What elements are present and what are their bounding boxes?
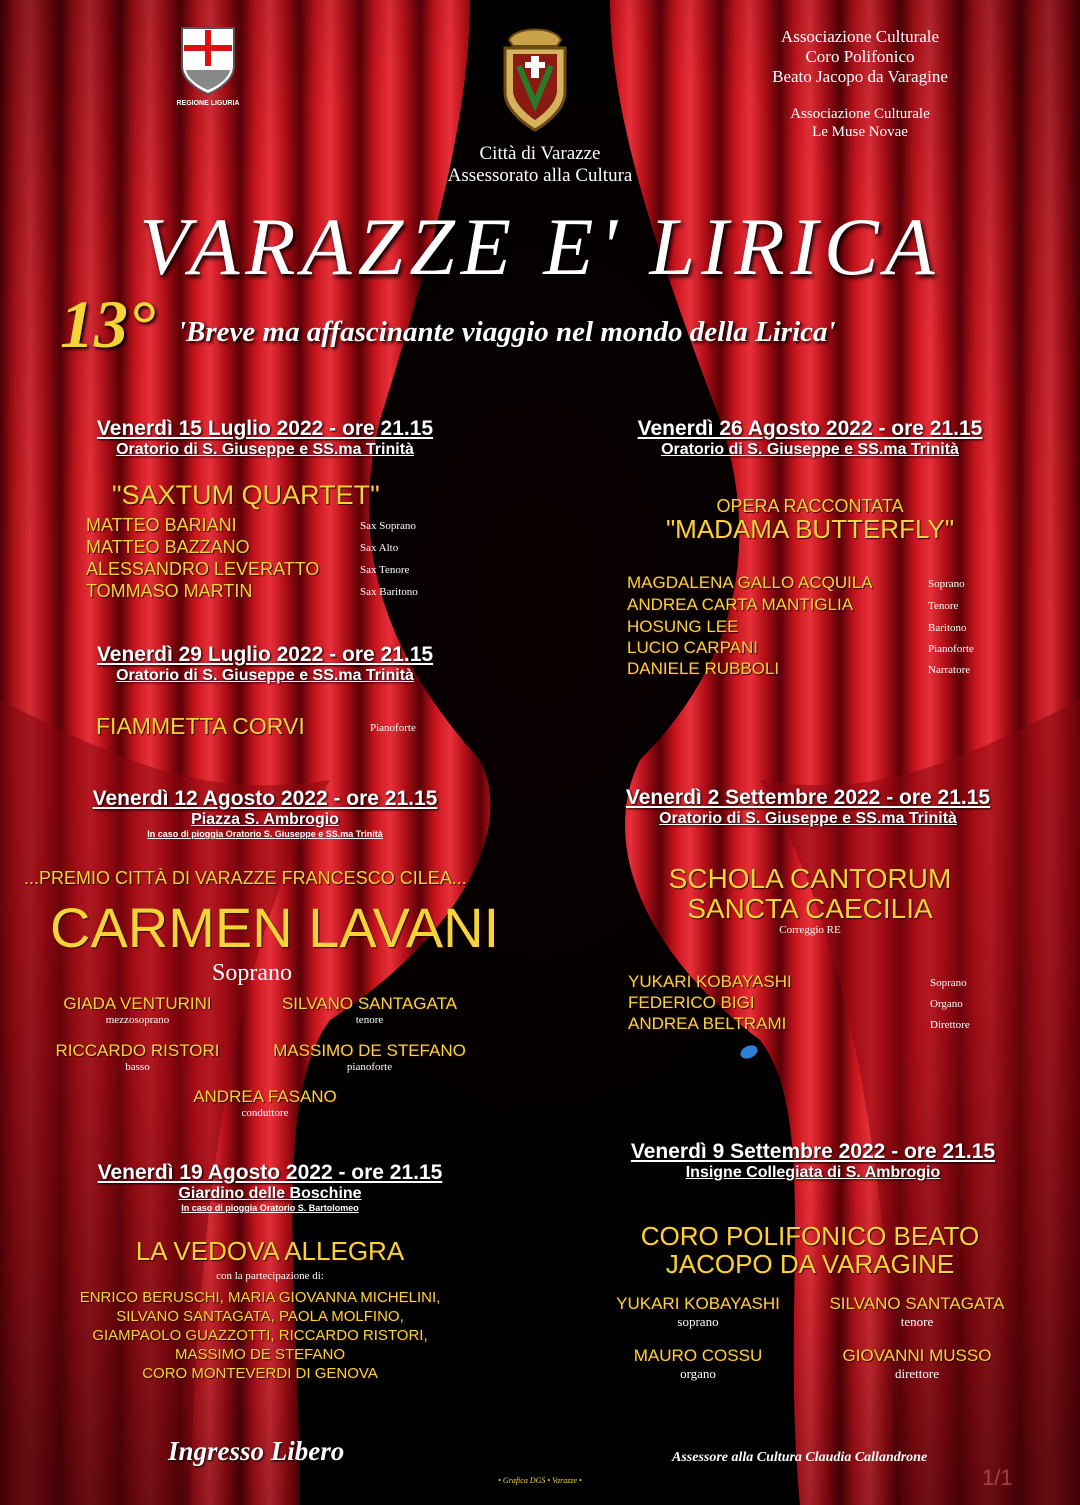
event-7-date: Venerdì 9 Settembre 2022 - ore 21.15 [630, 1140, 996, 1163]
event-1-performer-4: TOMMASO MARTIN [86, 581, 253, 601]
event-1-performer-1: MATTEO BARIANI [86, 515, 237, 535]
event-6-performer-3: ANDREA BELTRAMI [628, 1014, 787, 1033]
event-4-cast-line-3: GIAMPAOLO GUAZZOTTI, RICCARDO RISTORI, [92, 1327, 428, 1344]
event-5-role-4: Pianoforte [928, 643, 974, 655]
event-3-performer-1-name: GIADA VENTURINI [63, 994, 212, 1013]
event-3-award: ...PREMIO CITTÀ DI VARAZZE FRANCESCO CILEA... [24, 868, 467, 888]
event-1-role-4: Sax Baritono [360, 586, 418, 598]
assoc1-line2: Coro Polifonico [805, 47, 915, 66]
event-6-role-2: Organo [930, 998, 963, 1010]
event-6-venue: Oratorio di S. Giuseppe e SS.ma Trinità [659, 810, 957, 827]
assoc2-line1: Associazione Culturale [790, 106, 930, 122]
event-5-performer-5: DANIELE RUBBOLI [627, 659, 780, 678]
event-5-role-2: Tenore [928, 600, 959, 612]
event-5-role-1: Soprano [928, 578, 965, 590]
event-5-role-5: Narratore [928, 664, 971, 676]
association-2 [730, 105, 990, 141]
event-4 [45, 1161, 495, 1213]
event-2-venue: Oratorio di S. Giuseppe e SS.ma Trinità [116, 667, 414, 684]
event-3-performer-5 [160, 1087, 370, 1119]
event-2-performer: FIAMMETTA CORVI [96, 713, 305, 739]
event-3-performer-5-name: ANDREA FASANO [193, 1087, 337, 1106]
main-title: VARAZZE E' LIRICA [139, 201, 941, 292]
event-3-performer-5-role: conduttore [241, 1107, 289, 1119]
event-3-headliner-role: Soprano [212, 960, 292, 986]
assessore-credit: Assessore alla Cultura Claudia Callandrone [672, 1450, 928, 1465]
event-4-cast-line-2: SILVANO SANTAGATA, PAOLA MOLFINO, [116, 1308, 404, 1325]
event-7-performer-1 [598, 1294, 798, 1330]
event-5 [585, 417, 1035, 459]
assoc1-line3: Beato Jacopo da Varagine [772, 67, 948, 86]
event-6 [583, 786, 1033, 828]
event-7-performer-1-name: YUKARI KOBAYASHI [616, 1294, 780, 1313]
event-3-performer-3-name: RICCARDO RISTORI [55, 1041, 220, 1060]
event-7-performer-3-role: organo [680, 1366, 716, 1381]
event-1-performer-2: MATTEO BAZZANO [86, 537, 250, 557]
event-4-with: con la partecipazione di: [216, 1270, 324, 1282]
city-block [380, 143, 700, 187]
event-5-performer-1: MAGDALENA GALLO ACQUILA [627, 573, 873, 592]
city-crest [495, 22, 575, 139]
assoc1-line1: Associazione Culturale [780, 27, 940, 46]
event-2 [40, 643, 490, 685]
event-7-performer-2-role: tenore [900, 1314, 934, 1329]
event-5-kicker: OPERA RACCONTATA [716, 496, 904, 516]
event-3-performer-2-role: tenore [355, 1014, 384, 1026]
event-7-performer-4 [812, 1346, 1022, 1382]
event-6-performer-1: YUKARI KOBAYASHI [628, 972, 792, 991]
event-5-date: Venerdì 26 Agosto 2022 - ore 21.15 [637, 417, 983, 440]
association-1 [730, 27, 990, 87]
event-1 [40, 417, 490, 459]
event-3-performer-3-role: basso [125, 1061, 150, 1073]
event-7-title-line-2: JACOPO DA VARAGINE [665, 1249, 955, 1279]
subtitle: 'Breve ma affascinante viaggio nel mondo della Lirica' [178, 316, 836, 348]
event-6-role-3: Direttore [930, 1019, 970, 1031]
event-6-title [580, 864, 1040, 924]
event-6-place: Correggio RE [779, 924, 841, 936]
event-4-date: Venerdì 19 Agosto 2022 - ore 21.15 [97, 1161, 443, 1184]
event-3-rain: In caso di pioggia Oratorio S. Giuseppe e SS.ma Trinità [147, 829, 383, 839]
event-3-performer-3 [30, 1041, 245, 1073]
event-4-cast-line-4: MASSIMO DE STEFANO [174, 1346, 346, 1363]
event-5-performer-4: LUCIO CARPANI [627, 638, 758, 657]
region-label: REGIONE LIGURIA [176, 100, 240, 107]
event-3-performer-1 [30, 994, 245, 1026]
event-7-performer-2-name: SILVANO SANTAGATA [829, 1294, 1005, 1313]
event-3-performer-4 [262, 1041, 477, 1073]
assessorato: Assessorato alla Cultura [447, 165, 633, 186]
crest-icon [495, 22, 575, 134]
event-6-title-line-1: SCHOLA CANTORUM [668, 863, 952, 894]
event-7-title-line-1: CORO POLIFONICO BEATO [640, 1221, 980, 1251]
event-7-performer-4-name: GIOVANNI MUSSO [842, 1346, 992, 1365]
event-3-venue: Piazza S. Ambrogio [191, 811, 339, 828]
city-name: Città di Varazze [479, 143, 601, 164]
edition-number: 13° [60, 286, 156, 362]
event-1-role-1: Sax Soprano [360, 520, 416, 532]
event-5-role-3: Baritono [928, 622, 967, 634]
event-7-venue: Insigne Collegiata di S. Ambrogio [685, 1164, 941, 1181]
event-4-venue: Giardino delle Boschine [178, 1185, 362, 1202]
event-1-date: Venerdì 15 Luglio 2022 - ore 21.15 [96, 417, 434, 440]
event-3-performer-2 [262, 994, 477, 1026]
event-1-venue: Oratorio di S. Giuseppe e SS.ma Trinità [116, 441, 414, 458]
event-3-performer-2-name: SILVANO SANTAGATA [281, 994, 458, 1013]
assoc2-line2: Le Muse Novae [812, 124, 908, 140]
event-7-performer-3-name: MAURO COSSU [633, 1346, 763, 1365]
event-4-rain: In caso di pioggia Oratorio S. Bartolomeo [181, 1203, 359, 1213]
event-1-role-3: Sax Tenore [360, 564, 410, 576]
event-1-title: "SAXTUM QUARTET" [112, 480, 380, 510]
event-6-date: Venerdì 2 Settembre 2022 - ore 21.15 [625, 786, 991, 809]
event-7-performer-4-role: direttore [894, 1366, 940, 1381]
event-3-performer-4-name: MASSIMO DE STEFANO [273, 1041, 466, 1060]
page-indicator: 1/1 [982, 1465, 1013, 1490]
event-1-role-2: Sax Alto [360, 542, 399, 554]
event-6-role-1: Soprano [930, 977, 967, 989]
event-3-performer-4-role: pianoforte [346, 1061, 393, 1073]
event-7-performer-2 [812, 1294, 1022, 1330]
event-4-cast-line-5: CORO MONTEVERDI DI GENOVA [142, 1365, 378, 1382]
event-6-performer-2: FEDERICO BIGI [628, 993, 755, 1012]
event-7-performer-1-role: soprano [677, 1314, 719, 1329]
event-4-cast [30, 1288, 490, 1383]
event-7-title [580, 1222, 1040, 1278]
region-liguria-icon [178, 26, 238, 96]
region-logo [170, 26, 246, 107]
event-4-title: LA VEDOVA ALLEGRA [135, 1236, 405, 1266]
event-3-headliner: CARMEN LAVANI [50, 896, 500, 959]
event-5-venue: Oratorio di S. Giuseppe e SS.ma Trinità [661, 441, 959, 458]
event-5-title: "MADAMA BUTTERFLY" [665, 514, 955, 544]
graphics-credit: • Grafica DGS • Varazze • [498, 1476, 582, 1485]
event-5-performer-3: HOSUNG LEE [627, 617, 739, 636]
event-6-title-line-2: SANCTA CAECILIA [687, 893, 933, 924]
event-3-performer-1-role: mezzosoprano [105, 1014, 170, 1026]
event-1-performer-3: ALESSANDRO LEVERATTO [86, 559, 320, 579]
event-3 [40, 787, 490, 839]
event-2-role: Pianoforte [370, 722, 416, 734]
event-7-performer-3 [598, 1346, 798, 1382]
event-3-date: Venerdì 12 Agosto 2022 - ore 21.15 [92, 787, 438, 810]
event-5-performer-2: ANDREA CARTA MANTIGLIA [627, 595, 854, 614]
free-entry: Ingresso Libero [168, 1436, 345, 1466]
event-2-date: Venerdì 29 Luglio 2022 - ore 21.15 [96, 643, 434, 666]
event-7 [588, 1140, 1038, 1182]
event-4-cast-line-1: ENRICO BERUSCHI, MARIA GIOVANNA MICHELINI, [79, 1289, 441, 1306]
